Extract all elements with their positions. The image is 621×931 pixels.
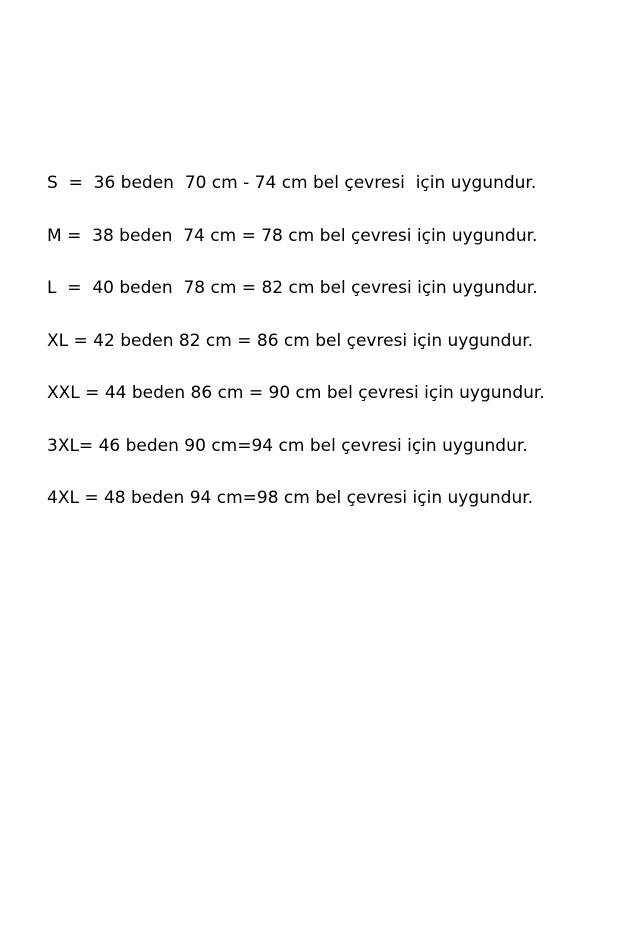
size-chart <box>47 165 607 533</box>
size-line-xxl: XXL = 44 beden 86 cm = 90 cm bel çevresi için uygundur. <box>47 383 545 403</box>
size-line-4xl: 4XL = 48 beden 94 cm=98 cm bel çevresi için uygundur. <box>47 488 534 508</box>
size-line-l: L = 40 beden 78 cm = 82 cm bel çevresi için uygundur. <box>47 278 538 298</box>
size-line-xl: XL = 42 beden 82 cm = 86 cm bel çevresi için uygundur. <box>47 330 534 351</box>
size-line-3xl: 3XL= 46 beden 90 cm=94 cm bel çevresi için uygundur. <box>47 435 528 456</box>
size-line-s: S = 36 beden 70 cm - 74 cm bel çevresi için uygundur. <box>47 173 537 193</box>
size-line-m: M = 38 beden 74 cm = 78 cm bel çevresi için uygundur. <box>47 225 538 246</box>
